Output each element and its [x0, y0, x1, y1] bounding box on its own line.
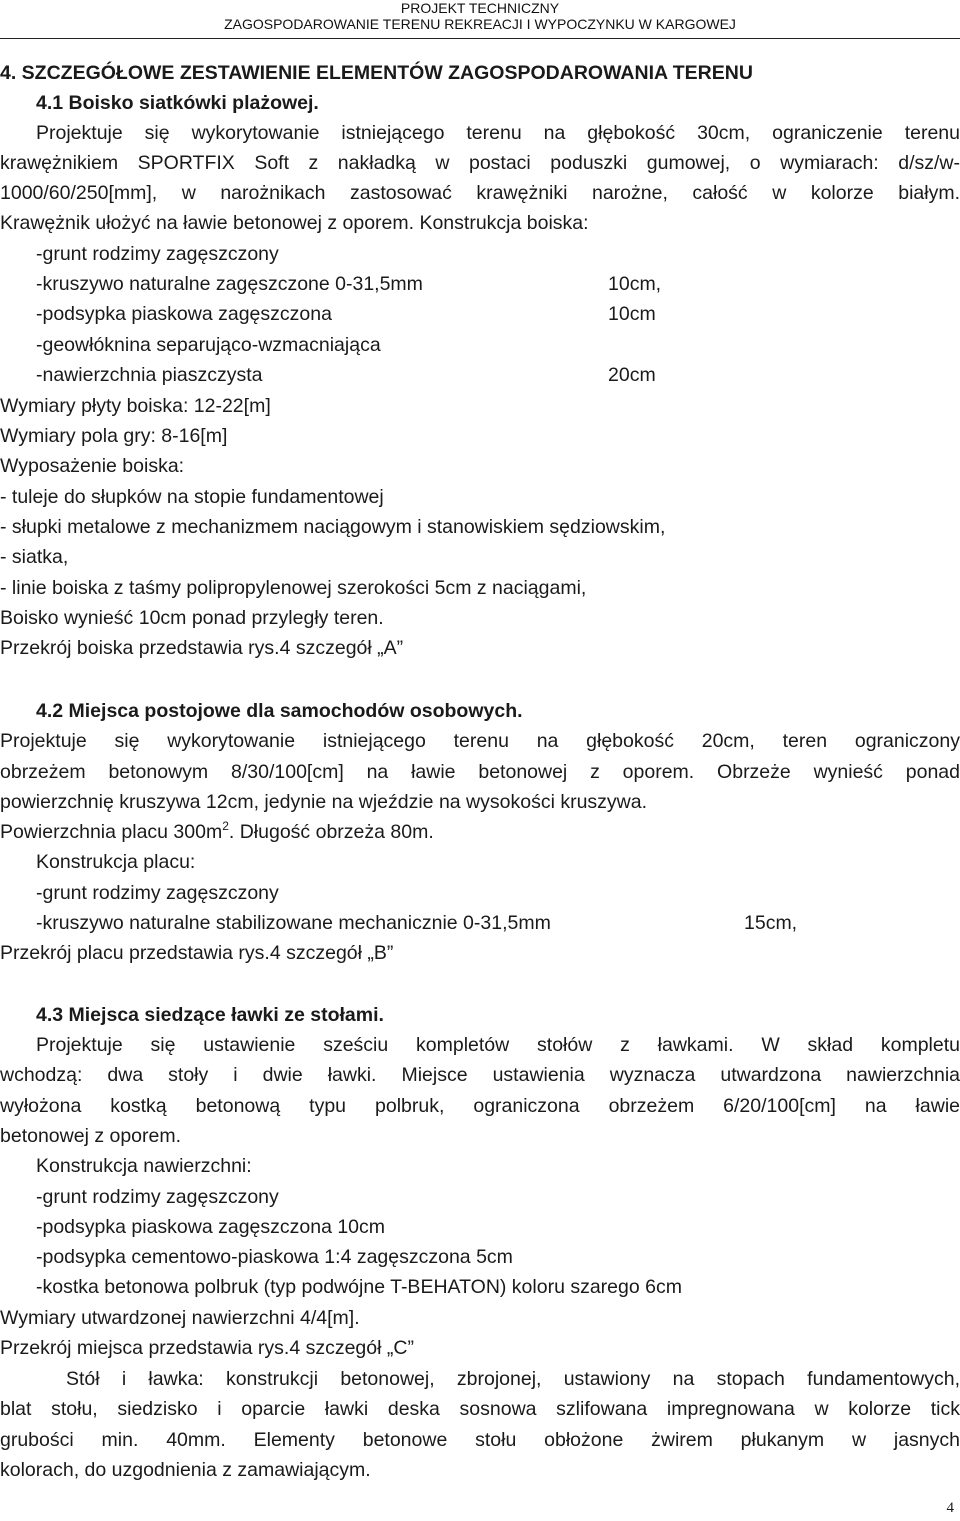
layer-item: -grunt rodzimy zagęszczony	[36, 1186, 279, 1208]
header-project-title: ZAGOSPODAROWANIE TERENU REKREACJI I WYPOCZYNKU W KARGOWEJ	[224, 16, 736, 32]
area-text: Powierzchnia placu 300m	[0, 821, 223, 843]
paragraph-line: kolorach, do uzgodnienia z zamawiającym.	[0, 1459, 371, 1481]
page-number: 4	[946, 1500, 954, 1516]
paragraph-line: betonowej z oporem.	[0, 1125, 182, 1147]
section-reference: Przekrój boiska przedstawia rys.4 szczegół „A”	[0, 637, 404, 659]
section-reference: Przekrój placu przedstawia rys.4 szczegół „B”	[0, 942, 394, 964]
layer-item	[36, 363, 960, 387]
layer-item: -podsypka cementowo-piaskowa 1:4 zagęszczona 5cm	[36, 1246, 513, 1268]
layer-label: -nawierzchnia piaszczysta	[36, 364, 263, 386]
paragraph-line: grubości min. 40mm. Elementy betonowe stołu obłożone żwirem płukanym w jasnych	[0, 1429, 960, 1451]
paragraph-line: Projektuje się ustawienie sześciu kompletów stołów z ławkami. W skład kompletu	[36, 1034, 960, 1056]
area-text: . Długość obrzeża 80m.	[228, 821, 434, 843]
section-heading: 4. SZCZEGÓŁOWE ZESTAWIENIE ELEMENTÓW ZAGOSPODAROWANIA TERENU	[0, 62, 753, 84]
paragraph-line: Krawężnik ułożyć na ławie betonowej z oporem. Konstrukcja boiska:	[0, 212, 589, 234]
subsection-4-2-title: 4.2 Miejsca postojowe dla samochodów osobowych.	[36, 700, 523, 722]
dimension-line: Wymiary utwardzonej nawierzchni 4/4[m].	[0, 1307, 360, 1329]
subsection-4-3-title: 4.3 Miejsca siedzące ławki ze stołami.	[36, 1004, 384, 1026]
paragraph-line: krawężnikiem SPORTFIX Soft z nakładką w postaci poduszki gumowej, o wymiarach: d/sz/w-	[0, 152, 960, 174]
dimension-line: Wymiary pola gry: 8-16[m]	[0, 425, 228, 447]
construction-title: Konstrukcja placu:	[36, 851, 196, 873]
equipment-item: - linie boiska z taśmy polipropylenowej szerokości 5cm z naciągami,	[0, 577, 587, 599]
paragraph-line: obrzeżem betonowym 8/30/100[cm] na ławie betonowej z oporem. Obrzeże wynieść ponad	[0, 761, 960, 783]
layer-item	[36, 272, 960, 296]
paragraph-line: 1000/60/250[mm], w narożnikach zastosować krawężniki narożne, całość w kolorze białym.	[0, 182, 960, 204]
equipment-item: - słupki metalowe z mechanizmem naciągowym i stanowiskiem sędziowskim,	[0, 516, 666, 538]
equipment-title: Wyposażenie boiska:	[0, 455, 185, 477]
equipment-item: - siatka,	[0, 546, 69, 568]
layer-item: -podsypka piaskowa zagęszczona 10cm	[36, 1216, 386, 1238]
layer-item: -kostka betonowa polbruk (typ podwójne T-BEHATON) koloru szarego 6cm	[36, 1276, 682, 1298]
layer-label: -kruszywo naturalne zagęszczone 0-31,5mm	[36, 273, 423, 295]
paragraph-line: powierzchnię kruszywa 12cm, jedynie na wjeździe na wysokości kruszywa.	[0, 791, 648, 813]
header-project-label: PROJEKT TECHNICZNY	[400, 0, 560, 16]
paragraph-line: Stół i ławka: konstrukcji betonowej, zbrojonej, ustawiony na stopach fundamentowych,	[66, 1368, 960, 1390]
area-superscript: 2	[222, 818, 229, 833]
layer-item: -grunt rodzimy zagęszczony	[36, 882, 279, 904]
layer-label: -podsypka piaskowa zagęszczona	[36, 303, 332, 325]
layer-thickness: 10cm	[608, 303, 656, 325]
layer-item: -geowłóknina separująco-wzmacniająca	[36, 334, 381, 356]
area-line	[0, 820, 960, 844]
paragraph-line: Projektuje się wykorytowanie istniejącego terenu na głębokość 30cm, ograniczenie terenu	[36, 122, 960, 144]
subsection-4-1-title: 4.1 Boisko siatkówki plażowej.	[36, 92, 319, 114]
layer-label: -kruszywo naturalne stabilizowane mechanicznie 0-31,5mm	[36, 912, 551, 934]
paragraph-line: wchodzą: dwa stoły i dwie ławki. Miejsce ustawienia wyznacza utwardzona nawierzchnia	[0, 1064, 960, 1086]
layer-item: -grunt rodzimy zagęszczony	[36, 243, 279, 265]
dimension-line: Wymiary płyty boiska: 12-22[m]	[0, 395, 271, 417]
section-reference: Przekrój miejsca przedstawia rys.4 szczegół „C”	[0, 1337, 414, 1359]
paragraph-line: Projektuje się wykorytowanie istniejącego terenu na głębokość 20cm, teren ograniczony	[0, 730, 960, 752]
layer-item	[36, 911, 960, 935]
layer-thickness: 20cm	[608, 364, 656, 386]
equipment-item: - tuleje do słupków na stopie fundamentowej	[0, 486, 384, 508]
paragraph-line: Boisko wynieść 10cm ponad przyległy teren.	[0, 607, 384, 629]
paragraph-line: wyłożona kostką betonową typu polbruk, ograniczona obrzeżem 6/20/100[cm] na ławie	[0, 1095, 960, 1117]
header-divider	[0, 38, 960, 39]
layer-item	[36, 302, 960, 326]
layer-thickness: 10cm,	[608, 273, 662, 295]
paragraph-line: blat stołu, siedzisko i oparcie ławki deska sosnowa szlifowana impregnowana w kolorze tick	[0, 1398, 960, 1420]
layer-thickness: 15cm,	[744, 912, 798, 934]
construction-title: Konstrukcja nawierzchni:	[36, 1155, 252, 1177]
